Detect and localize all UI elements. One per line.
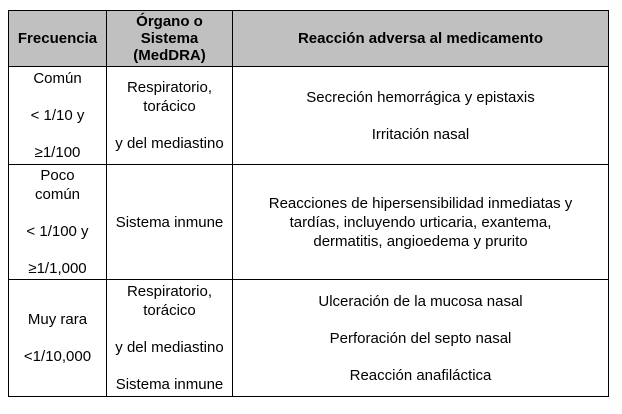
header-frequency	[9, 11, 107, 67]
frequency-line: común	[34, 186, 81, 203]
organ-system-cell	[107, 67, 233, 165]
reaction-item: Perforación del septo nasal	[329, 329, 512, 347]
organ-system-cell	[107, 280, 233, 397]
frequency-line: < 1/100 y	[26, 223, 89, 240]
header-frequency-label: Frecuencia	[17, 30, 98, 47]
header-organ-line-3: (MedDRA)	[133, 47, 206, 64]
reaction-cell	[233, 280, 609, 397]
organ-line: Sistema inmune	[115, 376, 224, 393]
header-reaction-label: Reacción adversa al medicamento	[297, 30, 544, 47]
table-row	[9, 67, 609, 165]
reaction-line: tardías, incluyendo urticaria, exantema,	[289, 213, 552, 231]
organ-line: torácico	[143, 98, 196, 115]
frequency-line: ≥1/100	[34, 144, 81, 161]
header-organ-line-1: Órgano o	[136, 13, 203, 30]
frequency-cell	[9, 67, 107, 165]
frequency-line: Muy rara	[27, 311, 88, 328]
frequency-line: <1/10,000	[23, 348, 92, 365]
organ-line: y del mediastino	[115, 339, 224, 356]
table-header-row	[9, 11, 609, 67]
reaction-line: dermatitis, angioedema y prurito	[313, 232, 528, 250]
table-row	[9, 280, 609, 397]
frequency-cell	[9, 165, 107, 280]
frequency-line: Común	[33, 70, 82, 87]
organ-line: torácico	[143, 302, 196, 319]
frequency-cell	[9, 280, 107, 397]
organ-line: y del mediastino	[115, 135, 224, 152]
header-organ-line-2: Sistema	[140, 30, 199, 47]
reaction-item: Irritación nasal	[371, 125, 470, 143]
organ-line: Respiratorio,	[126, 283, 213, 300]
reaction-cell	[233, 165, 609, 280]
header-organ-system	[107, 11, 233, 67]
organ-line: Respiratorio,	[126, 79, 213, 96]
frequency-line: ≥1/1,000	[28, 260, 87, 277]
reaction-item: Reacción anafiláctica	[349, 366, 492, 384]
organ-system-cell	[107, 165, 233, 280]
header-reaction	[233, 11, 609, 67]
table-row	[9, 165, 609, 280]
reaction-item: Secreción hemorrágica y epistaxis	[306, 88, 535, 106]
frequency-line: Poco	[40, 167, 75, 184]
reaction-item: Ulceración de la mucosa nasal	[318, 292, 523, 310]
reaction-cell	[233, 67, 609, 165]
organ-line: Sistema inmune	[115, 213, 224, 231]
adverse-reactions-table	[8, 10, 609, 397]
frequency-line: < 1/10 y	[30, 107, 85, 124]
reaction-line: Reacciones de hipersensibilidad inmediatas y	[268, 194, 573, 212]
